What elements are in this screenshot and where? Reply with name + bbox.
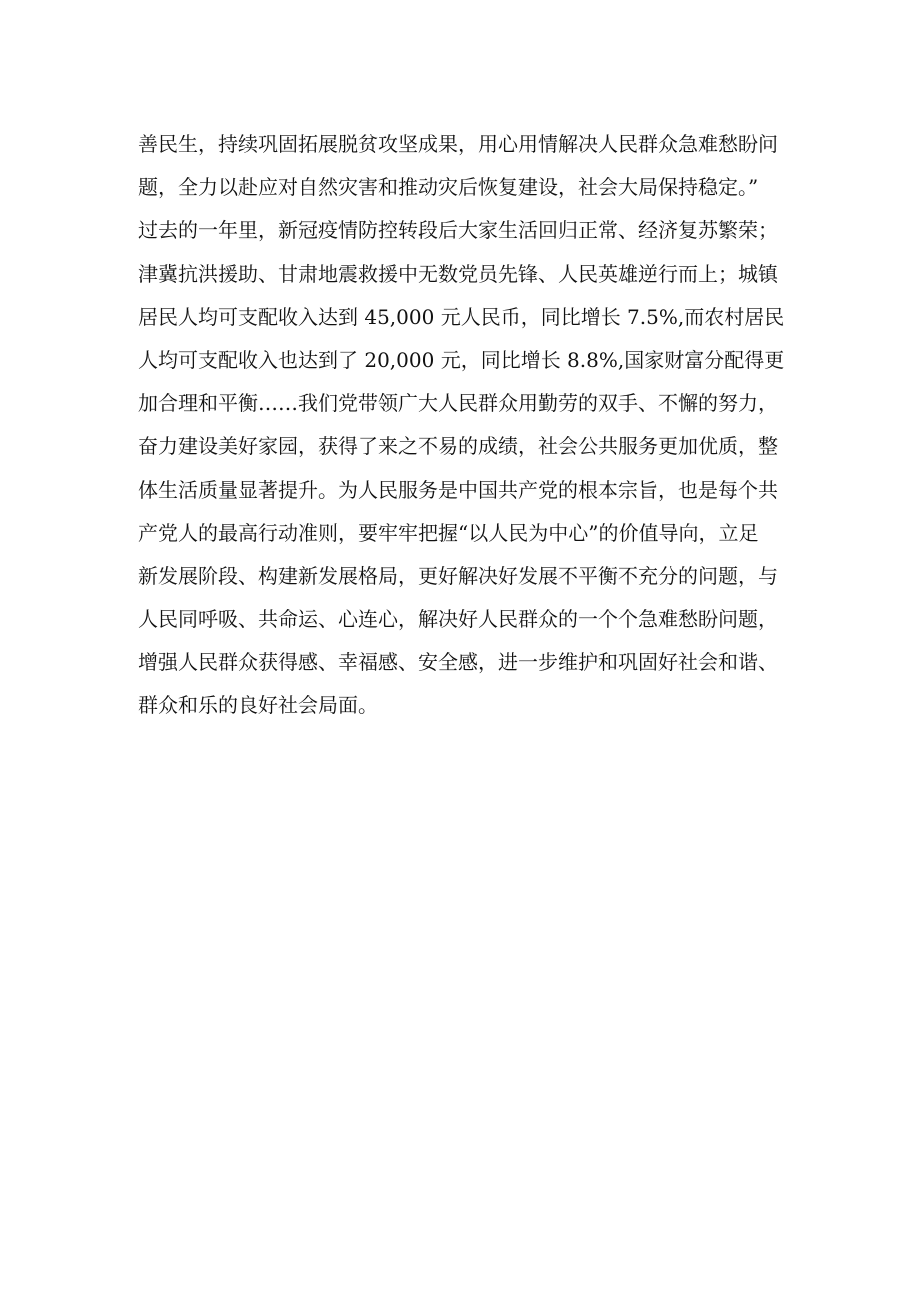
text-line: 增强人民群众获得感、幸福感、安全感，进一步维护和巩固好社会和谐、: [138, 650, 778, 675]
text-line: 奋力建设美好家园，获得了来之不易的成绩，社会公共服务更加优质，整: [138, 434, 778, 459]
text-line: 加合理和平衡……我们党带领广大人民群众用勤劳的双手、不懈的努力，: [138, 391, 778, 416]
text-line: 善民生，持续巩固拓展脱贫攻坚成果，用心用情解决人民群众急难愁盼问: [138, 132, 778, 156]
text-line: 体生活质量显著提升。为人民服务是中国共产党的根本宗旨，也是每个共: [138, 477, 778, 502]
text-line: 过去的一年里，新冠疫情防控转段后大家生活回归正常、经济复苏繁荣；: [138, 218, 778, 243]
text-line: 人均可支配收入也达到了 20,000 元，同比增长 8.8%,国家财富分配得更: [138, 347, 785, 372]
text-line: 群众和乐的良好社会局面。: [138, 693, 378, 718]
text-line: 题，全力以赴应对自然灾害和推动灾后恢复建设，社会大局保持稳定。”: [138, 175, 759, 200]
text-line: 新发展阶段、构建新发展格局，更好解决好发展不平衡不充分的问题，与: [138, 563, 778, 588]
text-line: 产党人的最高行动准则，要牢牢把握“以人民为中心”的价值导向，立足: [138, 520, 759, 545]
body-paragraph: [138, 123, 798, 728]
text-line: 居民人均可支配收入达到 45,000 元人民币，同比增长 7.5%,而农村居民: [138, 304, 785, 329]
text-line: 津冀抗洪援助、甘肃地震救援中无数党员先锋、人民英雄逆行而上；城镇: [138, 261, 778, 286]
text-line: 人民同呼吸、共命运、心连心，解决好人民群众的一个个急难愁盼问题，: [138, 607, 778, 632]
